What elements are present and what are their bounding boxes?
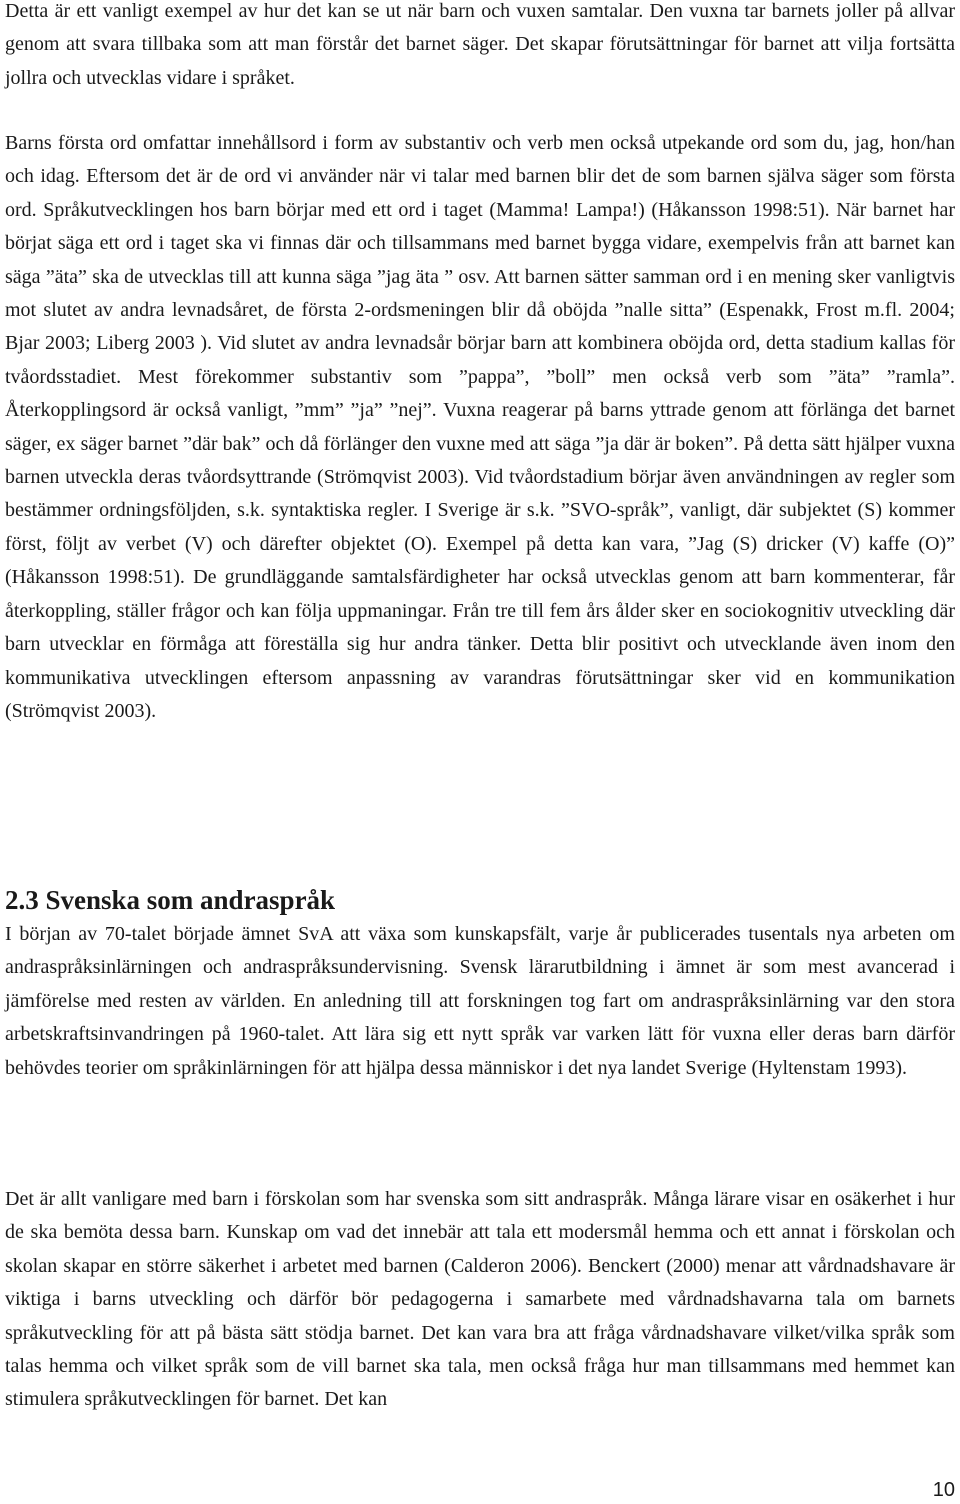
section-heading: 2.3 Svenska som andraspråk xyxy=(5,885,336,915)
paragraph-3: I början av 70-talet började ämnet SvA att växa som kunskapsfält, varje år publicerades tusentals nya arbeten om andraspråksinlärningen och andraspråksundervisning. Svensk lärarutbildning i ämnet är som mest avancerad i jämförelse med resten av världen. En anledning till att forskningen tog fart om andraspråksinlärning var den stora arbetskraftsinvandringen på 1960-talet. Att lära sig ett nytt språk var varken lätt för vuxna eller deras barn därför behövdes teorier om språkinlärningen för att hjälpa dessa människor i det nya landet Sverige (Hyltenstam 1993). xyxy=(5,923,955,1079)
paragraph-2: Barns första ord omfattar innehållsord i form av substantiv och verb men också utpekande ord som du, jag, hon/han och idag. Eftersom det är de ord vi använder när vi talar med barnen blir det de som barnen själva säger som första ord. Språkutvecklingen hos barn börjar med ett ord i taget (Mamma! Lampa!) (Håkansson 1998:51). När barnet har börjat säga ett ord i taget ska vi finnas där och tillsammans med barnet bygga vidare, exempelvis från att barnet kan säga ”äta” ska de utvecklas till att kunna säga ”jag äta ” osv. Att barnen sätter samman ord i en mening sker vanligtvis mot slutet av andra levnadsåret, de första 2-ordsmeningen blir då oböjda ”nalle sitta” (Espenakk, Frost m.fl. 2004; Bjar 2003; Liberg 2003 ). Vid slutet av andra levnadsår börjar barn att kombinera oböjda ord, detta stadium kallas för tvåordsstadiet. Mest förekommer substantiv som ”pappa”, ”boll” men också verb som ”äta” ”ramla”. Återkopplingsord är också vanligt, ”mm” ”ja” ”nej”. Vuxna reagerar på barns yttrade genom att förlänga det barnet säger, ex säger barnet ”där bak” och då förlänger den vuxne med att säga ”ja där är boken”. På detta sätt hjälper vuxna barnen utveckla deras tvåordsyttrande (Strömqvist 2003). Vid tvåordstadium börjar även användningen av regler som bestämmer ordningsföljden, s.k. syntaktiska regler. I Sverige är s.k. ”SVO-språk”, vanligt, där subjektet (S) kommer först, följt av verbet (V) och därefter objektet (O). Exempel på detta kan vara, ”Jag (S) dricker (V) kaffe (O)” (Håkansson 1998:51). De grundläggande samtalsfärdigheter har också utvecklas genom att barn kommenterar, får återkoppling, ställer frågor och kan följa uppmaningar. Från tre till fem års ålder sker en sociokognitiv utveckling där barn utvecklar en förmåga att föreställa sig hur andra tänker. Detta blir positivt och utvecklande även inom den kommunikativa utvecklingen eftersom anpassning av varandras förutsättningar sker vid en kommunikation (Strömqvist 2003). xyxy=(5,132,955,722)
paragraph-1: Detta är ett vanligt exempel av hur det kan se ut när barn och vuxen samtalar. Den vuxna tar barnets joller på allvar genom att svara tillbaka som att man förstår det barnet säger. Det skapar förutsättningar för barnet att vilja fortsätta jollra och utvecklas vidare i språket. xyxy=(5,0,955,89)
page-number: 10 xyxy=(932,1479,955,1501)
paragraph-4: Det är allt vanligare med barn i förskolan som har svenska som sitt andraspråk. Många lärare visar en osäkerhet i hur de ska bemöta dessa barn. Kunskap om vad det innebär att tala ett modersmål hemma och ett annat i förskolan och skolan skapar en större säkerhet i arbetet med barnen (Calderon 2006). Benckert (2000) menar att vårdnadshavare är viktiga i barns utveckling och därför bör pedagogerna i samarbete med vårdnadshavarna tala om barnets språkutveckling för att på bästa sätt stödja barnet. Det kan vara bra att fråga vårdnadshavare vilket/vilka språk som talas hemma och vilket språk som de vill barnet ska tala, men också fråga hur man tillsammans med hemmet kan stimulera språkutvecklingen för barnet. Det kan xyxy=(5,1188,955,1411)
